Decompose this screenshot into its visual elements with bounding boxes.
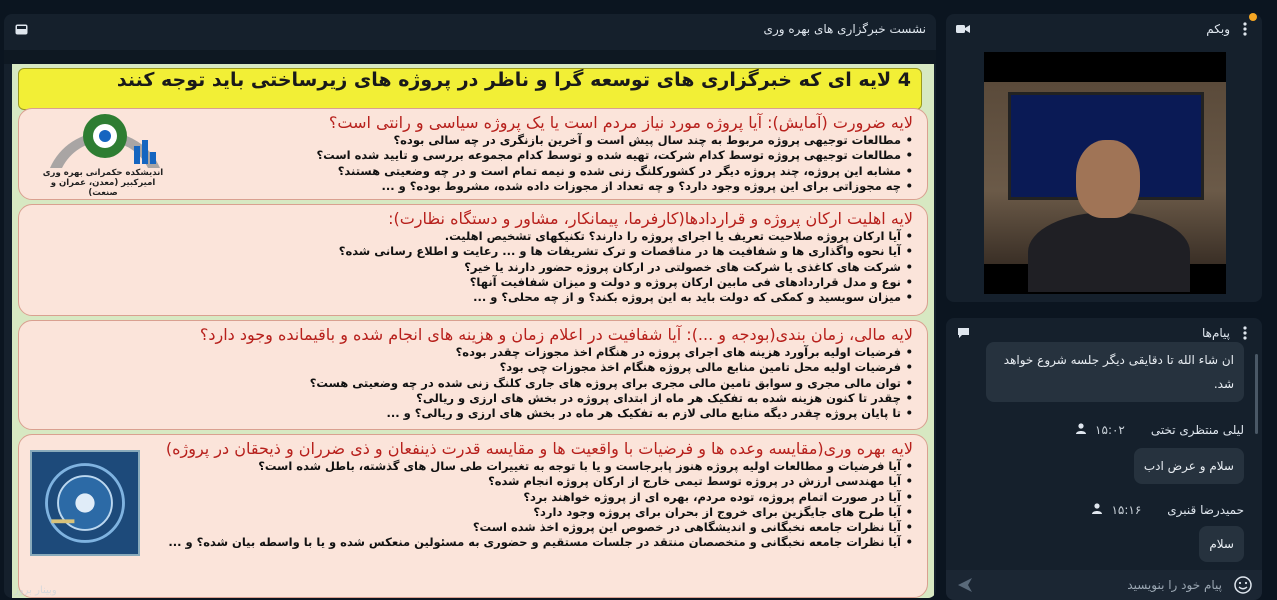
slide-title: 4 لایه ای که خبرگزاری های توسعه گرا و ناظر در پروژه های زیرساختی باید توجه کنند (18, 68, 922, 110)
list-item: • آیا نظرات جامعه نخبگانی و اندیشگاهی در خصوص این پروژه اخذ شده است؟ (29, 520, 913, 535)
webcam-panel (946, 14, 1262, 302)
layer-list (29, 345, 913, 421)
user-icon (1075, 422, 1087, 437)
list-item: • فرضیات اولیه برآورد هزینه های اجرای پروژه در هنگام اخذ مجوزات چقدر بوده؟ (29, 345, 913, 360)
layer-heading: لایه اهلیت ارکان پروژه و قراردادها(کارفرما، پیمانکار، مشاور و دستگاه نظارت): (388, 209, 913, 228)
layer-competence (18, 204, 928, 316)
presentation-icon[interactable] (14, 22, 28, 36)
more-options-icon[interactable] (1238, 22, 1252, 36)
chat-icon[interactable] (956, 326, 970, 340)
chat-message (1199, 526, 1244, 562)
chat-panel (946, 318, 1262, 600)
list-item: • تا پایان پروژه چقدر دیگه منابع مالی لازم به تفکیک هر ماه در بخش های ارزی و ریالی؟ و ... (29, 406, 913, 421)
chat-input-bar (946, 570, 1262, 600)
presentation-footer: وبینار بروز (14, 585, 57, 596)
webcam-header (946, 14, 1262, 44)
layer-list (29, 229, 913, 305)
presentation-header (4, 14, 936, 44)
list-item: • آیا طرح های جایگزین برای خروج از بحران برای پروژه وجود دارد؟ (29, 505, 913, 520)
presentation-panel (4, 14, 936, 598)
list-item: • مشابه این پروژه، چند پروژه دیگر در کشورکلنگ زنی شده و نیمه تمام است و در چه وضعیتی هستند؟ (29, 164, 913, 179)
message-meta (1091, 502, 1244, 517)
message-user: لیلی منتظری تختی (1150, 422, 1244, 437)
list-item: • آیا نظرات جامعه نخبگانی و متخصصان منتقد در جلسات مستقیم و حضوری به مسئولین منعکس شده و یا با واسطه بیان شده؟ و ... (29, 535, 913, 550)
layer-heading: لایه مالی، زمان بندی(بودجه و ...): آیا شفافیت در اعلام زمان و هزینه های انجام شده و باقیمانده وجود دارد؟ (199, 325, 913, 344)
list-item: • آیا در صورت اتمام پروژه، توده مردم، بهره ای از پروژه خواهند برد؟ (29, 490, 913, 505)
layer-heading: لایه ضرورت (آمایش): آیا پروژه مورد نیاز مردم است یا یک پروژه سیاسی و رانتی است؟ (328, 113, 913, 132)
more-options-icon[interactable] (1238, 326, 1252, 340)
list-item: • چقدر تا کنون هزینه شده به تفکیک هر ماه از ابتدای پروژه در بخش های ارزی و ریالی؟ (29, 391, 913, 406)
layer-list (29, 459, 913, 551)
webcam-title: وبکم (1206, 22, 1230, 36)
send-icon[interactable] (956, 576, 974, 594)
emblem-image (30, 450, 140, 556)
message-text: سلام و عرض ادب (1143, 459, 1234, 473)
layer-productivity (18, 434, 928, 598)
chat-message (1134, 448, 1244, 484)
slide (12, 64, 934, 598)
list-item: • میزان سوبسید و کمکی که دولت باید به این پروژه بکند؟ و از چه محلی؟ و ... (29, 290, 913, 305)
list-item: • چه مجوزاتی برای این پروژه وجود دارد؟ و چه تعداد از مجوزات داده شده، مشروط بوده؟ و ... (29, 179, 913, 194)
message-meta (1075, 422, 1244, 437)
list-item: • نوع و مدل قراردادهای فی مابین ارکان پروژه و دولت و میزان شفافیت آنها؟ (29, 275, 913, 290)
video-person-body (1028, 212, 1190, 292)
message-text: ان شاء الله تا دقایقی دیگر جلسه شروع خواهد شد. (1003, 353, 1234, 391)
chat-message (986, 342, 1244, 402)
list-item: • توان مالی مجری و سوابق تامین مالی مجری برای پروژه های جاری کلنگ زنی شده در چه وضعیتی هست؟ (29, 376, 913, 391)
list-item: • فرضیات اولیه محل تامین منابع مالی پروژه هنگام اخذ مجوزات چی بود؟ (29, 360, 913, 375)
list-item: • مطالعات توجیهی پروژه توسط کدام شرکت، تهیه شده و توسط کدام مجموعه بررسی و تایید شده است؟ (29, 148, 913, 163)
chat-title: پیام‌ها (1201, 326, 1230, 340)
message-text: سلام (1209, 537, 1234, 551)
emoji-icon[interactable] (1234, 576, 1252, 594)
list-item: • آیا ارکان پروژه صلاحیت تعریف یا اجرای پروژه را دارند؟ تکنیکهای تشخیص اهلیت. (29, 229, 913, 244)
status-dot (1248, 12, 1258, 22)
list-item: • شرکت های کاغذی یا شرکت های خصولتی در ارکان پروژه حضور دارند یا خیر؟ (29, 260, 913, 275)
list-item: • مطالعات توجیهی پروژه مربوط به چند سال پیش است و آخرین بازنگری در چه سالی بوده؟ (29, 133, 913, 148)
chat-input[interactable] (974, 578, 1234, 592)
slide-toolbar (4, 50, 936, 64)
webcam-video[interactable] (984, 52, 1226, 294)
user-icon (1091, 502, 1103, 517)
message-time: ۱۵:۱۶ (1111, 502, 1142, 517)
chat-scrollbar[interactable] (1255, 354, 1258, 434)
message-user: حمیدرضا قنبری (1167, 502, 1244, 517)
list-item: • آیا مهندسی ارزش در پروژه توسط تیمی خارج از ارکان پروژه انجام شده؟ (29, 474, 913, 489)
list-item: • آیا فرضیات و مطالعات اولیه پروژه هنوز پابرجاست و یا با توجه به تغییرات طی سال های گذشته، باطل شده است؟ (29, 459, 913, 474)
video-person-head (1076, 140, 1140, 218)
message-time: ۱۵:۰۲ (1095, 422, 1125, 437)
layer-heading: لایه بهره وری(مقایسه وعده ها و فرضیات با واقعیت ها و مقایسه قدرت ذینفعان و ذی ضرران و ذیحقان در پروژه) (165, 439, 913, 458)
list-item: • آیا نحوه واگذاری ها و شفافیت ها در مناقصات و ترک تشریفات ها و ... رعایت و اطلاع رسانی شده؟ (29, 244, 913, 259)
layer-financial (18, 320, 928, 430)
camera-icon[interactable] (956, 22, 970, 36)
logo-text: اندیشکده حکمرانی بهره وری امیرکبیر (معدن، عمران و صنعت) (42, 168, 164, 198)
presentation-title: نشست خبرگزاری های بهره وری (763, 22, 926, 36)
